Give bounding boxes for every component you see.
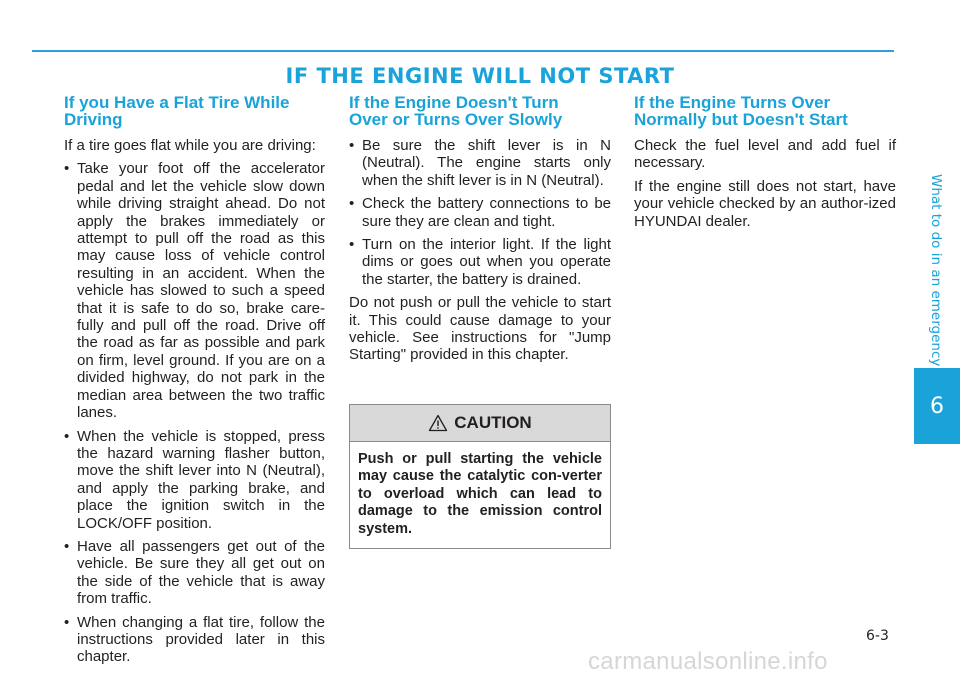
- column-flat-tire: [64, 94, 325, 672]
- caution-label: CAUTION: [454, 413, 532, 432]
- caution-header: [350, 405, 610, 442]
- engine-doesnt-turn-heading: [349, 94, 611, 128]
- fuel-check-paragraph: Check the fuel level and add fuel if necessary.: [634, 137, 896, 172]
- section-side-label: What to do in an emergency: [928, 174, 944, 367]
- dealer-paragraph: If the engine still does not start, have your vehicle checked by an author-ized HYUNDAI dealer.: [634, 177, 896, 230]
- list-item: • When changing a flat tire, follow the instructions provided later in this chapter.: [64, 614, 325, 666]
- watermark: carmanualsonline.info: [588, 648, 828, 675]
- list-item: • Turn on the interior light. If the light dims or goes out when you operate the starter, the battery is drained.: [349, 236, 611, 288]
- chapter-tab: [914, 368, 960, 444]
- top-rule: [32, 50, 894, 52]
- list-item: • Be sure the shift lever is in N (Neutral). The engine starts only when the shift lever is in N (Neutral).: [349, 137, 611, 189]
- flat-tire-heading-line1: If you Have a Flat Tire While: [64, 93, 290, 112]
- list-item: • Have all passengers get out of the vehicle. Be sure they all get out on the side of the vehicle that is away from traffic.: [64, 538, 325, 608]
- warning-triangle-icon: [428, 414, 448, 432]
- list-item: • Take your foot off the accelerator pedal and let the vehicle slow down while driving straight ahead. Do not apply the brakes immediately or attempt to pull off the road as this may cause loss of vehicle control resulting in an accident. When the vehicle has slowed to such a speed that it is safe to do so, brake care-fully and pull off the road. Drive off the road as far as possible and park on firm, level ground. If you are on a divided highway, do not park in the median area between the two traffic lanes.: [64, 160, 325, 421]
- chapter-number: 6: [930, 393, 944, 419]
- column-engine-doesnt-turn: [349, 94, 611, 370]
- caution-text: Push or pull starting the vehicle may cause the catalytic con-verter to overload which can lead to damage to the emission control system.: [358, 451, 602, 537]
- caution-box: [349, 404, 611, 549]
- flat-tire-heading-line2: Driving: [64, 110, 123, 129]
- engine-doesnt-turn-list: [349, 137, 611, 288]
- page-title: IF THE ENGINE WILL NOT START: [285, 64, 675, 88]
- engine-turns-over-heading-line2: Normally but Doesn't Start: [634, 110, 848, 129]
- engine-turns-over-heading: [634, 94, 896, 128]
- engine-doesnt-turn-heading-line2: Over or Turns Over Slowly: [349, 110, 563, 129]
- page-number: 6-3: [866, 628, 889, 644]
- flat-tire-list: [64, 160, 325, 665]
- push-start-paragraph: Do not push or pull the vehicle to start it. This could cause damage to your vehicle. See instructions for "Jump Starting" provided in this chapter.: [349, 294, 611, 364]
- flat-tire-heading: [64, 94, 325, 128]
- list-item: • Check the battery connections to be sure they are clean and tight.: [349, 195, 611, 230]
- column-engine-turns-over: [634, 94, 896, 236]
- flat-tire-intro: If a tire goes flat while you are driving:: [64, 137, 316, 154]
- list-item: • When the vehicle is stopped, press the hazard warning flasher button, move the shift lever into N (Neutral), and apply the parking brake, and place the ignition switch in the LOCK/OFF position.: [64, 428, 325, 532]
- engine-doesnt-turn-heading-line1: If the Engine Doesn't Turn: [349, 93, 559, 112]
- engine-turns-over-heading-line1: If the Engine Turns Over: [634, 93, 831, 112]
